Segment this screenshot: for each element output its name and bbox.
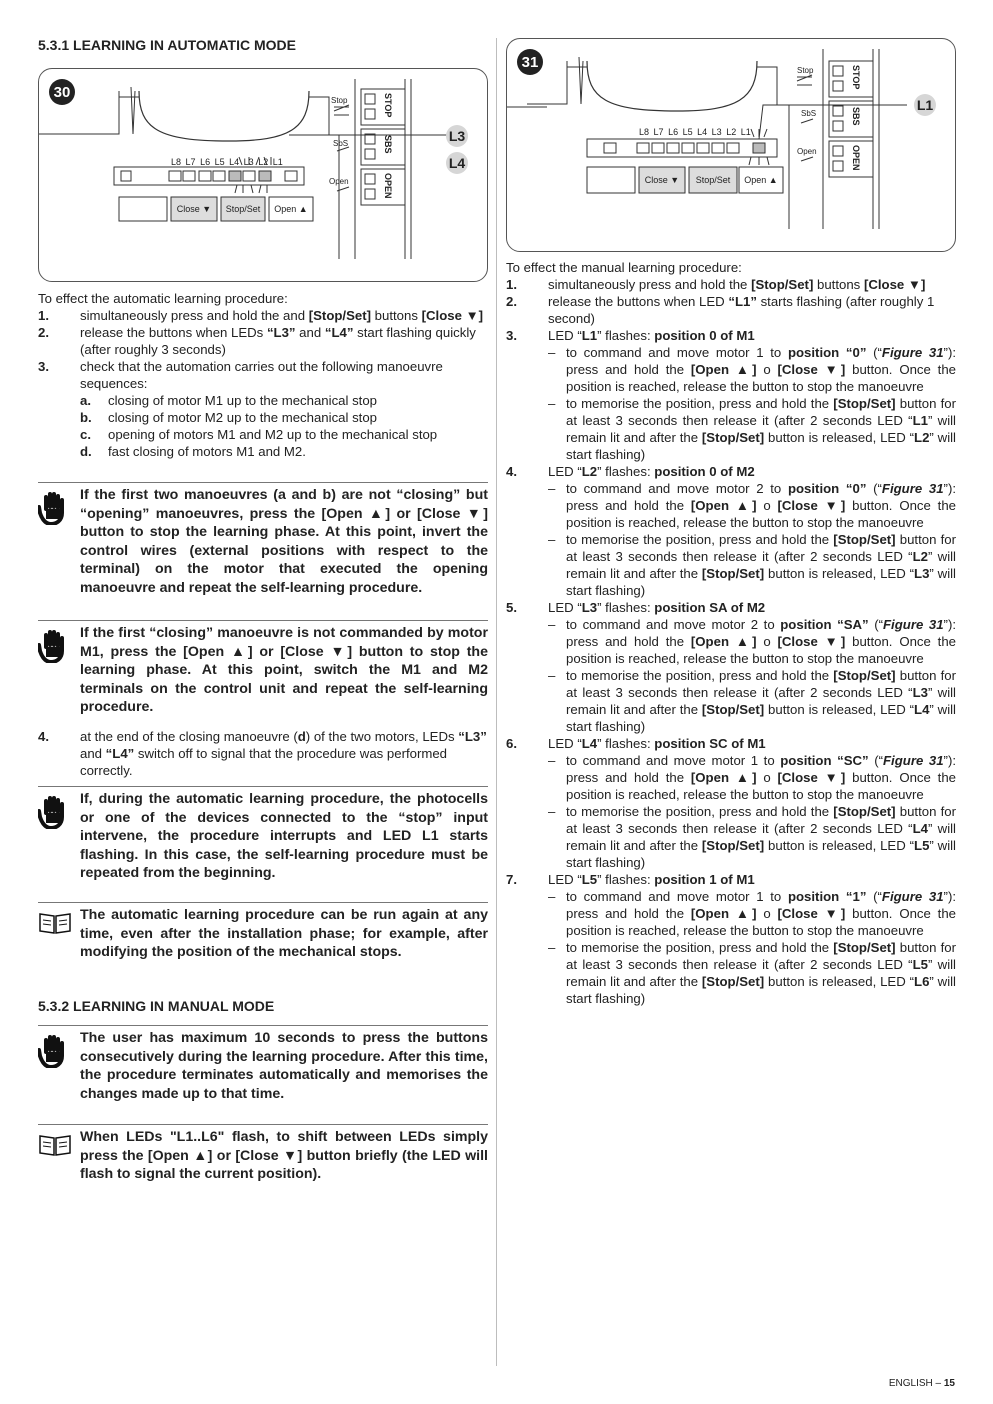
led-label: L6 [668, 127, 679, 137]
block-label-sbs: SBS [851, 107, 861, 126]
sequence-item: a. closing of motor M1 up to the mechanical stop [80, 393, 378, 408]
memorise-instruction: – to memorise the position, press and hold the [Stop/Set] button for at least 3 seconds then release it (after 2 seconds LED “L3” will remain lit and after the [Stop/Set] button is released, LED “L4” will start flashing) [548, 667, 956, 735]
page-number: 15 [943, 1378, 955, 1389]
intro-automatic: To effect the automatic learning procedure: [38, 291, 288, 306]
led-label: L1 [740, 127, 751, 137]
manual-step-2: 2. release the buttons when LED “L1” starts flashing (after roughly 1 second) [506, 294, 935, 326]
manual-steps [506, 276, 956, 1007]
control-unit-diagram [39, 69, 487, 281]
stopset-button-label: Stop/Set [695, 175, 731, 185]
info-text: The automatic learning procedure can be run again at any time, even after the installation phase; for example, after modifying the position of the mechanical stops. [80, 907, 488, 960]
hand-icon [38, 795, 68, 829]
step-1: 1. simultaneously press and hold the and [Stop/Set] buttons [Close ▼] [38, 308, 484, 323]
memorise-instruction: – to memorise the position, press and hold the [Stop/Set] button for at least 3 seconds then release it (after 2 seconds LED “L4” will remain lit and after the [Stop/Set] button is released, LED “L5” will start flashing) [548, 803, 956, 871]
info-note-6 [38, 1124, 488, 1184]
callout-l4: L4 [446, 152, 468, 174]
command-instruction: – to command and move motor 1 to position “SC” (“Figure 31”): press and hold the [Open ▲] o [Close ▼] button. Once the position is reached, release the button to stop the manoeuvre [548, 752, 956, 803]
warning-text: The user has maximum 10 seconds to press the buttons consecutively during the learning procedure. After this time, the procedure terminates automatically and memorises the changes made up to that time. [80, 1030, 488, 1102]
warning-note-3 [38, 786, 488, 883]
terminal-label-open: Open [797, 147, 817, 156]
warning-text: If the first two manoeuvres (a and b) are not “closing” but “opening” manoeuvres, press the [Open ▲] or [Close ▼] button to stop the learning phase. At this point, invert the control wires (external positions with respect to the terminal) on the motor that executed the opening manoeuvre and repeat the self-learning procedure. [80, 487, 488, 596]
command-instruction: – to command and move motor 2 to position “0” (“Figure 31”): press and hold the [Open ▲] o [Close ▼] button. Once the position is reached, release the button to stop the manoeuvre [548, 480, 956, 531]
terminal-label-sbs: SbS [333, 139, 349, 148]
close-button-label: Close ▼ [644, 175, 680, 185]
book-icon [38, 1133, 72, 1157]
callout-l3: L3 [446, 125, 468, 147]
warning-text: If, during the automatic learning procedure, the photocells or one of the devices connected to the “stop” input intervene, the procedure interrupts and LED L1 starts flashing. In this case, the self-learning procedure must be repeated from the beginning. [80, 791, 488, 881]
terminal-label-stop: Stop [797, 66, 814, 75]
page-footer [889, 1378, 955, 1389]
led-label: L4 [697, 127, 708, 137]
open-button-label: Open ▲ [274, 204, 308, 214]
led-label: L8 [171, 157, 182, 167]
led-labels [639, 127, 751, 137]
led-label: L1 [272, 157, 283, 167]
hand-icon [38, 1034, 68, 1068]
step-3: 3. check that the automation carries out the following manoeuvre sequences: a. closing of motor M1 up to the mechanical stop b. closing of motor M2 up to the mechanical stop c. opening of motors M1 and M2 up to the mechanical stop d. fast closing of motors M1 and M2. [38, 358, 488, 460]
manual-step-1: 1. simultaneously press and hold the [Stop/Set] buttons [Close ▼] [506, 277, 926, 292]
close-button-label: Close ▼ [176, 204, 212, 214]
auto-steps [38, 307, 488, 460]
sequence-list [80, 392, 488, 460]
memorise-instruction: – to memorise the position, press and hold the [Stop/Set] button for at least 3 seconds then release it (after 2 seconds LED “L1” will remain lit and after the [Stop/Set] button is released, LED “L2” will start flashing) [548, 395, 956, 463]
sequence-item: b. closing of motor M2 up to the mechanical stop [80, 410, 378, 425]
manual-step-3: 3. LED “L1” flashes: position 0 of M1 – to command and move motor 1 to position “0” (“Figure 31”): press and hold the [Open ▲] o [Close ▼] button. Once the position is reached, release the button to stop the manoeuvre – to memorise the position, press and hold the [Stop/Set] button for at least 3 seconds then release it (after 2 seconds LED “L1” will remain lit and after the [Stop/Set] button is released, LED “L2” will start flashing) [506, 327, 956, 463]
block-label-stop: STOP [383, 93, 393, 118]
led-label: L4 [229, 157, 240, 167]
control-unit-diagram [507, 39, 955, 251]
memorise-instruction: – to memorise the position, press and hold the [Stop/Set] button for at least 3 seconds then release it (after 2 seconds LED “L2” will remain lit and after the [Stop/Set] button is released, LED “L3” will start flashing) [548, 531, 956, 599]
memorise-instruction: – to memorise the position, press and hold the [Stop/Set] button for at least 3 seconds then release it (after 2 seconds LED “L5” will remain lit and after the [Stop/Set] button is released, LED “L6” will start flashing) [548, 939, 956, 1007]
led-label: L7 [185, 157, 196, 167]
led-label: L7 [653, 127, 664, 137]
column-divider [496, 38, 497, 1366]
block-label-open: OPEN [851, 145, 861, 171]
led-label: L3 [243, 157, 254, 167]
manual-step-5: 5. LED “L3” flashes: position SA of M2 – to command and move motor 2 to position “SA” (“Figure 31”): press and hold the [Open ▲] o [Close ▼] button. Once the position is reached, release the button to stop the manoeuvre – to memorise the position, press and hold the [Stop/Set] button for at least 3 seconds then release it (after 2 seconds LED “L3” will remain lit and after the [Stop/Set] button is released, LED “L4” will start flashing) [506, 599, 956, 735]
block-label-stop: STOP [851, 65, 861, 90]
callout-l1: L1 [914, 94, 936, 116]
figure-31 [506, 38, 956, 252]
section-heading-manual: 5.3.2 LEARNING IN MANUAL MODE [38, 998, 275, 1014]
hand-icon [38, 491, 68, 525]
manual-step-7: 7. LED “L5” flashes: position 1 of M1 – to command and move motor 1 to position “1” (“Figure 31”): press and hold the [Open ▲] o [Close ▼] button. Once the position is reached, release the button to stop the manoeuvre – to memorise the position, press and hold the [Stop/Set] button for at least 3 seconds then release it (after 2 seconds LED “L5” will remain lit and after the [Stop/Set] button is released, LED “L6” will start flashing) [506, 871, 956, 1007]
led-label: L8 [639, 127, 650, 137]
figure-number-badge: 30 [49, 79, 75, 105]
step-4: 4. at the end of the closing manoeuvre (d) of the two motors, LEDs “L3” and “L4” switch off to signal that the procedure was performed correctly. [38, 729, 487, 778]
led-label: L6 [200, 157, 211, 167]
auto-step-4 [38, 728, 488, 779]
manual-step-6: 6. LED “L4” flashes: position SC of M1 – to command and move motor 1 to position “SC” (“Figure 31”): press and hold the [Open ▲] o [Close ▼] button. Once the position is reached, release the button to stop the manoeuvre – to memorise the position, press and hold the [Stop/Set] button for at least 3 seconds then release it (after 2 seconds LED “L4” will remain lit and after the [Stop/Set] button is released, LED “L5” will start flashing) [506, 735, 956, 871]
warning-text: If the first “closing” manoeuvre is not commanded by motor M1, press the [Open ▲] or [Close ▼] button to stop the learning phase. At this point, switch the M1 and M2 terminals on the control unit and repeat the self-learning procedure. [80, 625, 488, 715]
figure-30 [38, 68, 488, 282]
led-label: L5 [682, 127, 693, 137]
led-label: L2 [726, 127, 737, 137]
led-label: L3 [711, 127, 722, 137]
sequence-item: c. opening of motors M1 and M2 up to the mechanical stop [80, 427, 438, 442]
figure-number-badge: 31 [517, 49, 543, 75]
block-label-open: OPEN [383, 173, 393, 199]
terminal-label-open: Open [329, 177, 349, 186]
led-labels [171, 157, 283, 167]
footer-language: ENGLISH – [888, 1378, 944, 1389]
manual-step-4: 4. LED “L2” flashes: position 0 of M2 – to command and move motor 2 to position “0” (“Figure 31”): press and hold the [Open ▲] o [Close ▼] button. Once the position is reached, release the button to stop the manoeuvre – to memorise the position, press and hold the [Stop/Set] button for at least 3 seconds then release it (after 2 seconds LED “L2” will remain lit and after the [Stop/Set] button is released, LED “L3” will start flashing) [506, 463, 956, 599]
warning-note-1 [38, 482, 488, 597]
info-text: When LEDs "L1..L6" flash, to shift between LEDs simply press the [Open ▲] or [Close ▼] button briefly (the LED will flash to signal the current position). [80, 1129, 488, 1182]
terminal-label-stop: Stop [331, 96, 348, 105]
warning-note-2 [38, 620, 488, 717]
intro-manual: To effect the manual learning procedure: [506, 260, 742, 275]
led-label: L5 [214, 157, 225, 167]
command-instruction: – to command and move motor 2 to position “SA” (“Figure 31”): press and hold the [Open ▲] o [Close ▼] button. Once the position is reached, release the button to stop the manoeuvre [548, 616, 956, 667]
block-label-sbs: SBS [383, 135, 393, 154]
command-instruction: – to command and move motor 1 to position “0” (“Figure 31”): press and hold the [Open ▲] o [Close ▼] button. Once the position is reached, release the button to stop the manoeuvre [548, 344, 956, 395]
info-note-4 [38, 902, 488, 962]
hand-icon [38, 629, 68, 663]
step-2: 2. release the buttons when LEDs “L3” and “L4” start flashing quickly (after roughly 3 seconds) [38, 325, 476, 357]
terminal-label-sbs: SbS [801, 109, 817, 118]
led-label: L2 [258, 157, 269, 167]
book-icon [38, 911, 72, 935]
section-heading-automatic: 5.3.1 LEARNING IN AUTOMATIC MODE [38, 37, 296, 53]
sequence-item: d. fast closing of motors M1 and M2. [80, 444, 306, 459]
warning-note-5 [38, 1025, 488, 1103]
open-button-label: Open ▲ [744, 175, 778, 185]
stopset-button-label: Stop/Set [225, 204, 261, 214]
command-instruction: – to command and move motor 1 to position “1” (“Figure 31”): press and hold the [Open ▲] o [Close ▼] button. Once the position is reached, release the button to stop the manoeuvre [548, 888, 956, 939]
